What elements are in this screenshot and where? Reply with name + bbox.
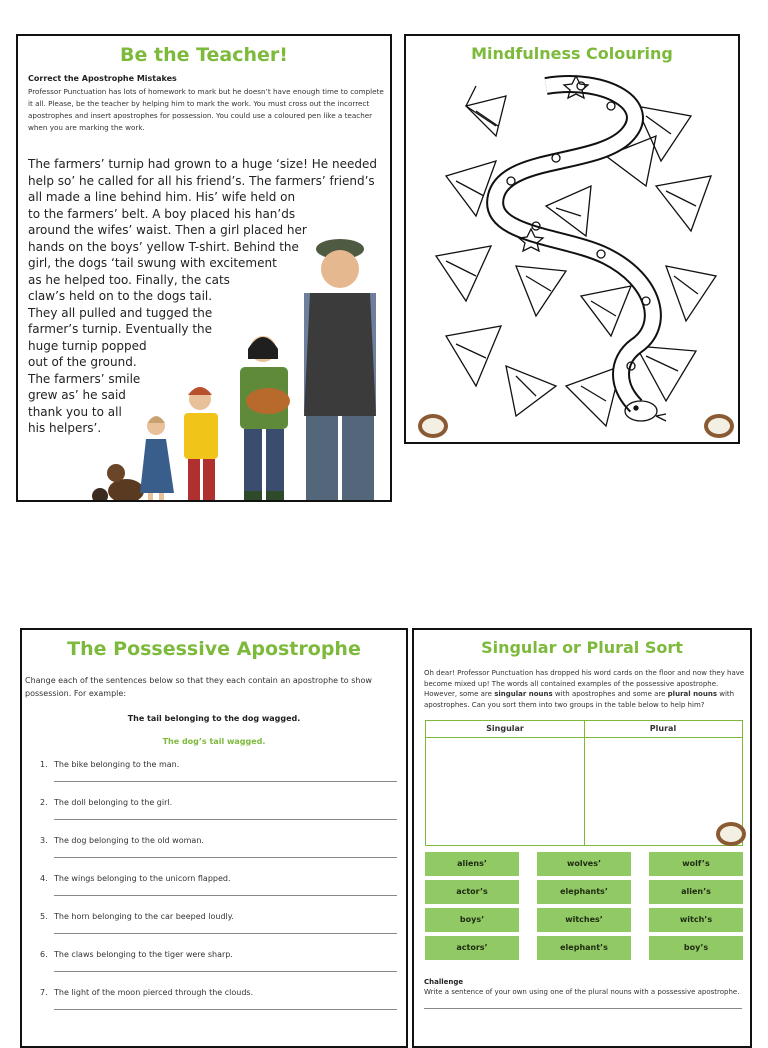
woman-illustration <box>240 336 290 502</box>
intro-text: Oh dear! Professor Punctuation has dropped his word cards on the floor and now they have become mixed up! The words all contained examples of the possessive apostrophe. However, some are <box>424 669 745 698</box>
sheet-subtitle: Correct the Apostrophe Mistakes <box>28 74 177 83</box>
intro-text: with apostrophes. Can you sort them into two groups in the table below to help him? <box>424 690 735 709</box>
word-card[interactable]: boys’ <box>425 908 519 932</box>
story-line: grew as’ he said <box>28 388 126 402</box>
example-answer: The dog’s tail wagged. <box>162 737 266 746</box>
leaves-pattern <box>436 86 716 426</box>
exercise-item <box>32 866 397 904</box>
sheet-title: The Possessive Apostrophe <box>67 638 361 660</box>
exercise-text: The light of the moon pierced through the clouds. <box>54 988 254 997</box>
mindfulness-colouring-sheet <box>404 34 740 444</box>
possessive-apostrophe-sheet <box>20 628 408 1048</box>
be-the-teacher-sheet <box>16 34 392 502</box>
exercise-text: The claws belonging to the tiger were sharp. <box>54 950 233 959</box>
coconut-icon <box>702 410 736 440</box>
table-divider <box>584 721 585 845</box>
exercise-number: 6. <box>40 950 48 959</box>
answer-line[interactable] <box>54 781 397 782</box>
sheet-title: Be the Teacher! <box>120 44 288 66</box>
sheet-title: Singular or Plural Sort <box>481 638 683 657</box>
word-card[interactable]: alien’s <box>649 880 743 904</box>
word-card[interactable]: actors’ <box>425 936 519 960</box>
challenge-answer-line[interactable] <box>424 1008 742 1009</box>
story-line: claw’s held on to the dogs tail. <box>28 289 213 303</box>
story-line: help so’ he called for all his friend’s. The farmers’ friend’s <box>28 173 375 188</box>
intro-text: with apostrophes and some are <box>552 690 668 698</box>
singular-drop-zone[interactable] <box>426 738 583 845</box>
exercise-item <box>32 980 397 1018</box>
girl-illustration <box>140 416 174 502</box>
dog-illustration <box>92 464 144 502</box>
sort-table <box>425 720 743 846</box>
exercise-number: 7. <box>40 988 48 997</box>
story-line: around the wifes’ waist. Then a girl placed her <box>28 223 307 237</box>
exercise-item <box>32 904 397 942</box>
sheet-title: Mindfulness Colouring <box>471 44 673 63</box>
word-card[interactable]: witch’s <box>649 908 743 932</box>
exercise-list <box>32 752 397 1018</box>
answer-line[interactable] <box>54 971 397 972</box>
story-line: his helpers’. <box>28 421 102 435</box>
exercise-text: The bike belonging to the man. <box>54 760 180 769</box>
story-line: farmer’s turnip. Eventually the <box>28 322 213 336</box>
exercise-text: The doll belonging to the girl. <box>54 798 173 807</box>
exercise-text: The dog belonging to the old woman. <box>54 836 204 845</box>
intro-emphasis: plural nouns <box>667 690 718 698</box>
plural-column-header: Plural <box>649 724 677 733</box>
exercise-item <box>32 790 397 828</box>
singular-plural-sort-sheet <box>412 628 752 1048</box>
farmer-illustration <box>304 239 376 502</box>
story-line: The farmers’ smile <box>28 371 141 386</box>
story-line: thank you to all <box>28 404 122 419</box>
word-card[interactable]: wolf’s <box>649 852 743 876</box>
story-line: as he helped too. Finally, the cats <box>28 272 230 287</box>
word-card[interactable]: aliens’ <box>425 852 519 876</box>
exercise-number: 4. <box>40 874 48 883</box>
exercise-item <box>32 752 397 790</box>
intro-emphasis: singular nouns <box>494 690 553 698</box>
farmer-family-illustration <box>88 201 392 502</box>
word-card[interactable]: witches’ <box>537 908 631 932</box>
story-line: The farmers’ turnip had grown to a huge ‘size! He needed <box>28 157 377 171</box>
story-line: all made a line behind him. His’ wife held on <box>28 190 296 204</box>
exercise-text: The wings belonging to the unicorn flapped. <box>54 874 231 883</box>
example-question: The tail belonging to the dog wagged. <box>127 714 301 723</box>
word-card[interactable]: actor’s <box>425 880 519 904</box>
sheet-instructions: Change each of the sentences below so that they each contain an apostrophe to show possession. For example: <box>25 676 372 698</box>
snake-leaves-colouring-illustration <box>406 66 738 442</box>
challenge-text: Write a sentence of your own using one of the plural nouns with a possessive apostrophe. <box>424 988 740 996</box>
answer-line[interactable] <box>54 857 397 858</box>
word-card[interactable]: wolves’ <box>537 852 631 876</box>
word-card[interactable]: boy’s <box>649 936 743 960</box>
challenge-label: Challenge <box>424 978 464 986</box>
story-line: out of the ground. <box>28 355 137 369</box>
answer-line[interactable] <box>54 933 397 934</box>
word-card[interactable]: elephant’s <box>537 936 631 960</box>
story-line: girl, the dogs ‘tail swung with excitement <box>28 256 277 270</box>
sheet-instructions <box>424 668 746 710</box>
story-line: They all pulled and tugged the <box>28 305 213 320</box>
exercise-item <box>32 828 397 866</box>
exercise-number: 1. <box>40 760 48 769</box>
word-card[interactable]: elephants’ <box>537 880 631 904</box>
exercise-number: 3. <box>40 836 48 845</box>
answer-line[interactable] <box>54 895 397 896</box>
answer-line[interactable] <box>54 819 397 820</box>
exercise-text: The horn belonging to the car beeped loudly. <box>54 912 234 921</box>
answer-line[interactable] <box>54 1009 397 1010</box>
exercise-number: 5. <box>40 912 48 921</box>
coconut-icon <box>714 818 748 848</box>
singular-column-header: Singular <box>486 724 524 733</box>
exercise-number: 2. <box>40 798 48 807</box>
story-line: hands on the boys’ yellow T-shirt. Behind the <box>28 239 299 254</box>
decorated-snake <box>495 76 666 421</box>
story-line: huge turnip popped <box>28 338 147 353</box>
sheet-instructions: Professor Punctuation has lots of homework to mark but he doesn’t have enough time to complete it all. Please, be the teacher by helping him to mark the work. You must cross out the incorrect apostrophes and insert apostrophes for possession. You could use a coloured pen like a teacher when you are marking the work. <box>28 87 384 132</box>
boy-illustration <box>184 387 218 502</box>
coconut-icon <box>416 410 450 440</box>
exercise-item <box>32 942 397 980</box>
story-line: to the farmers’ belt. A boy placed his han’ds <box>28 206 296 221</box>
